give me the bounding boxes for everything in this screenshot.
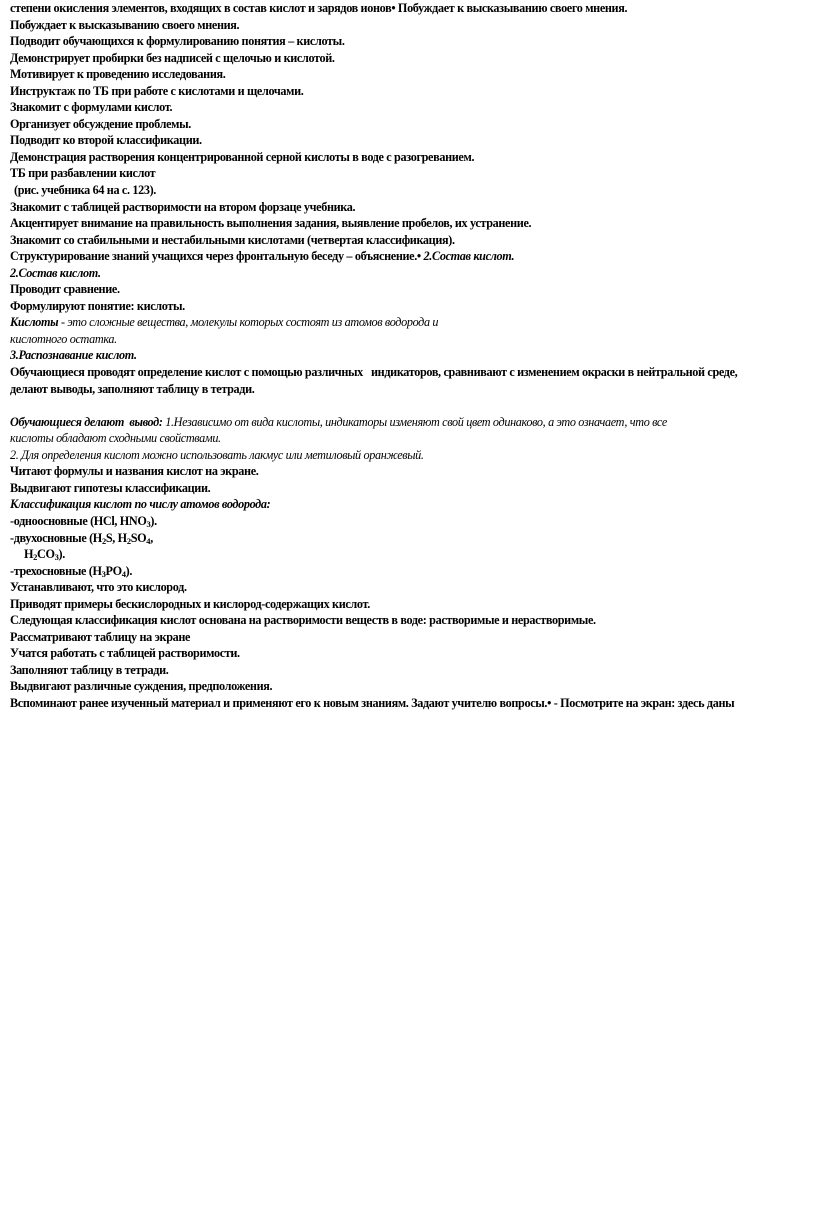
- subscript: 2: [126, 535, 131, 546]
- text-line: Заполняют таблицу в тетради.: [10, 662, 169, 677]
- subscript: 3: [101, 568, 106, 579]
- text-line: Читают формулы и названия кислот на экране.: [10, 464, 259, 479]
- text-line: делают выводы, заполняют таблицу в тетради.: [10, 381, 255, 396]
- subscript: 2: [33, 552, 38, 563]
- text-line: Мотивирует к проведению исследования.: [10, 67, 226, 82]
- text-line: Знакомит со стабильными и нестабильными кислотами (четвертая классификация).: [10, 232, 455, 247]
- text-line: Подводит ко второй классификации.: [10, 133, 202, 148]
- text-run: SO: [130, 530, 147, 545]
- text-line: Выдвигают различные суждения, предположения.: [10, 679, 273, 694]
- text-line: Приводят примеры бескислородных и кислород-содержащих кислот.: [10, 596, 370, 611]
- text-line: Обучающиеся проводят определение кислот с помощью различных индикаторов, сравнивают с изменением окраски в нейтральной среде,: [10, 365, 738, 380]
- text-line: 3.Распознавание кислот.: [10, 348, 137, 363]
- text-line: Устанавливают, что это кислород.: [10, 580, 187, 595]
- text-run: -двухосновные (H: [10, 530, 102, 545]
- subscript: 3: [146, 518, 151, 529]
- text-line: 2. Для определения кислот можно использовать лакмус или метиловый оранжевый.: [10, 447, 424, 462]
- text-run: Обучающиеся делают вывод:: [10, 414, 163, 429]
- blank-line: [10, 397, 810, 414]
- text-line: Формулируют понятие: кислоты.: [10, 298, 185, 313]
- text-run: ).: [150, 513, 157, 528]
- text-line: Инструктаж по ТБ при работе с кислотами и щелочами.: [10, 83, 304, 98]
- text-run-italic: 2.Состав кислот.: [423, 249, 515, 264]
- text-line: Выдвигают гипотезы классификации.: [10, 480, 211, 495]
- text-line: Учатся работать с таблицей растворимости.: [10, 646, 240, 661]
- text-line: [10, 414, 810, 431]
- text-line: кислотного остатка.: [10, 331, 117, 346]
- text-line: кислоты обладают сходными свойствами.: [10, 431, 221, 446]
- text-line: 2.Состав кислот.: [10, 265, 101, 280]
- text-run: ).: [125, 563, 133, 578]
- text-line: Проводит сравнение.: [10, 282, 120, 297]
- text-line: Классификация кислот по числу атомов водорода:: [10, 497, 271, 512]
- text-run: H: [24, 547, 34, 562]
- text-line: Побуждает к высказыванию своего мнения.: [10, 17, 240, 32]
- text-line: Подводит обучающихся к формулированию понятия – кислоты.: [10, 34, 345, 49]
- text-line: [10, 314, 810, 331]
- text-run: PO: [105, 563, 122, 578]
- subscript: 2: [101, 535, 106, 546]
- text-line: Рассматривают таблицу на экране: [10, 629, 191, 644]
- text-line: [10, 563, 810, 580]
- text-run: -трехосновные (H: [10, 563, 102, 578]
- text-run: S, H: [105, 530, 127, 545]
- definition-term: Кислоты: [10, 315, 59, 330]
- text-line: Демонстрирует пробирки без надписей с щелочью и кислотой.: [10, 50, 335, 65]
- text-line: [10, 248, 810, 265]
- text-run: ,: [150, 530, 153, 545]
- text-line: Следующая классификация кислот основана на растворимости веществ в воде: растворимые и нерастворимые.: [10, 613, 596, 628]
- text-run: CO: [37, 547, 55, 562]
- text-line: [10, 530, 810, 547]
- text-line: [10, 513, 810, 530]
- text-run: Структурирование знаний учащихся через фронтальную беседу – объяснение.•: [10, 249, 424, 264]
- text-run: ).: [58, 547, 65, 562]
- text-line: ТБ при разбавлении кислот: [10, 166, 156, 181]
- subscript: 4: [146, 535, 151, 546]
- text-run: -одноосновные (HCl, HNO: [10, 513, 147, 528]
- subscript: 3: [54, 552, 59, 563]
- text-line: Знакомит с формулами кислот.: [10, 100, 173, 115]
- definition-text: - это сложные вещества, молекулы которых состоят из атомов водорода и: [58, 315, 439, 330]
- text-line: степени окисления элементов, входящих в состав кислот и зарядов ионов• Побуждает к высказыванию своего мнения.: [10, 1, 628, 15]
- text-line: Организует обсуждение проблемы.: [10, 116, 191, 131]
- text-run: 1.Независимо от вида кислоты, индикаторы изменяют свой цвет одинаково, а это означает, что все: [162, 414, 667, 429]
- text-line: [10, 546, 810, 563]
- document-body: [10, 0, 810, 712]
- text-line: (рис. учебника 64 на с. 123).: [14, 183, 156, 198]
- subscript: 4: [121, 568, 126, 579]
- text-line: Акцентирует внимание на правильность выполнения задания, выявление пробелов, их устранение.: [10, 216, 532, 231]
- text-line: Знакомит с таблицей растворимости на втором форзаце учебника.: [10, 199, 356, 214]
- text-line: Вспоминают ранее изученный материал и применяют его к новым знаниям. Задают учителю вопросы.• - Посмотрите на экран: здесь даны: [10, 695, 735, 710]
- text-line: Демонстрация растворения концентрированной серной кислоты в воде с разогреванием.: [10, 149, 475, 164]
